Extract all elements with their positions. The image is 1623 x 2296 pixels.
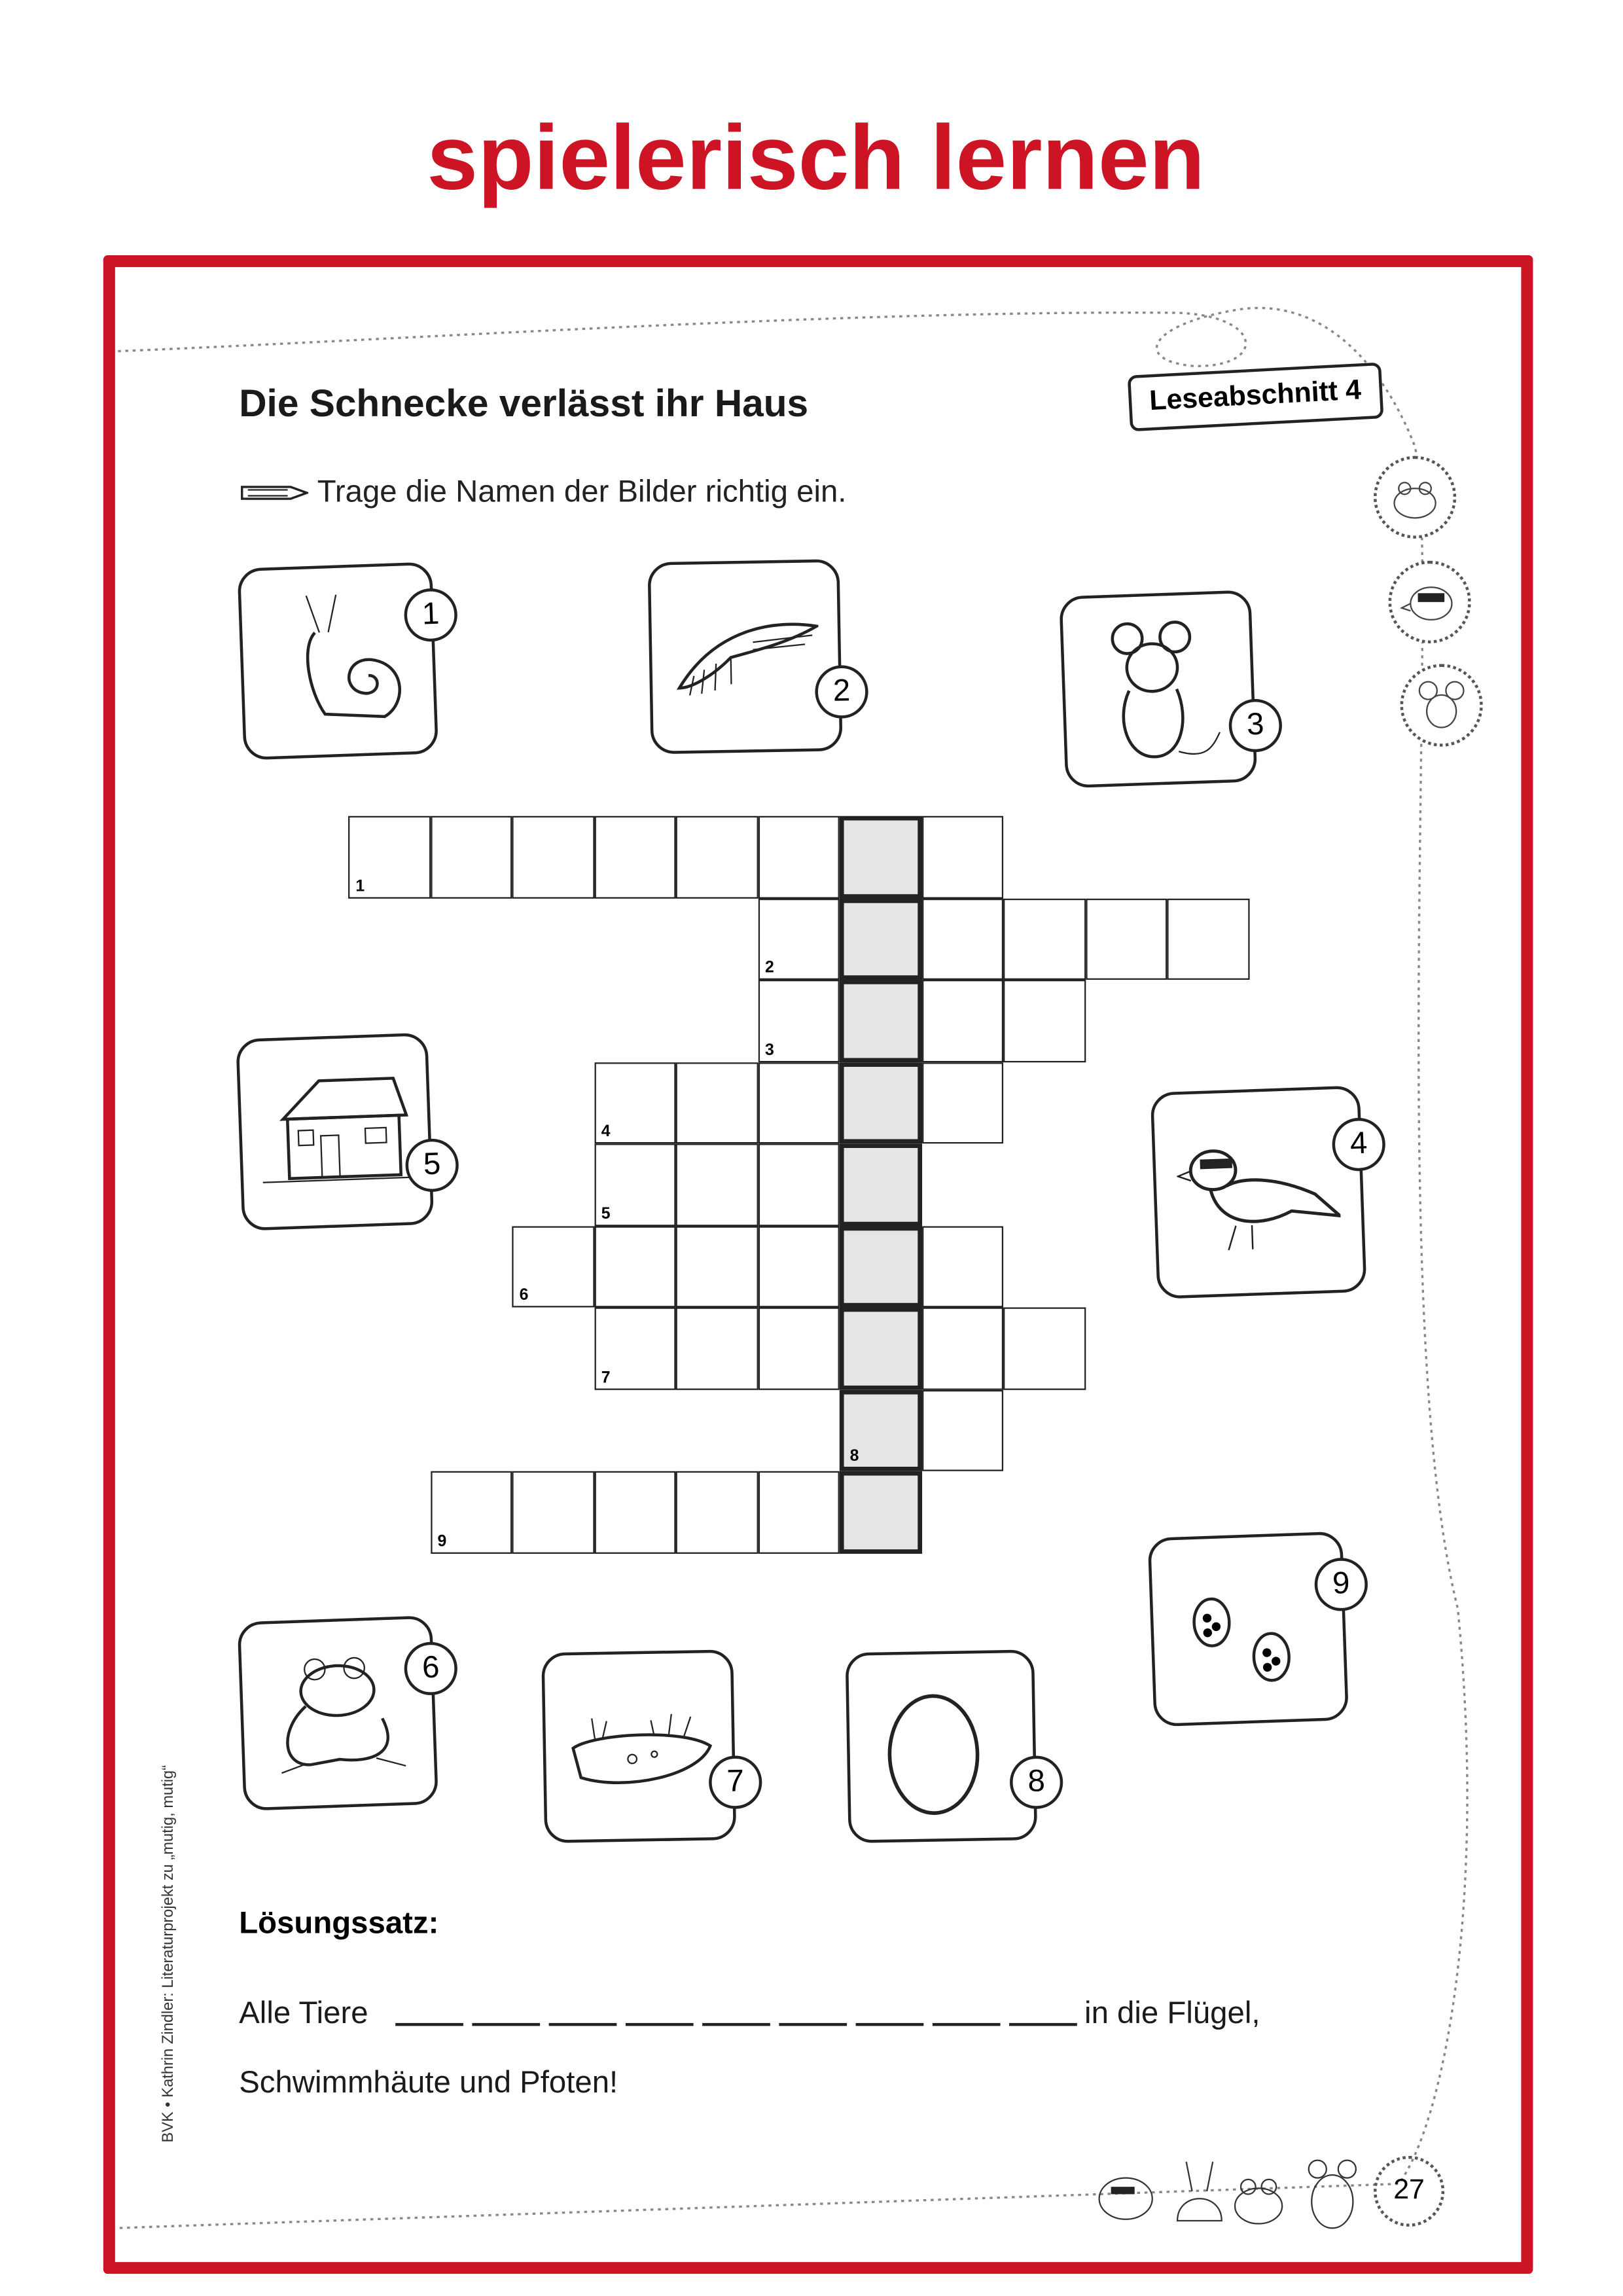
crossword-solution-cell[interactable] bbox=[840, 1225, 921, 1307]
picture-number: 8 bbox=[1009, 1755, 1063, 1810]
crossword-cell[interactable] bbox=[921, 1307, 1003, 1389]
crossword-cell[interactable] bbox=[676, 1062, 758, 1143]
crossword-cell[interactable] bbox=[921, 1225, 1003, 1307]
clue-number: 9 bbox=[437, 1532, 447, 1551]
solution-blank[interactable] bbox=[779, 2023, 847, 2026]
frog-head-icon bbox=[1374, 456, 1456, 539]
crossword-cell[interactable] bbox=[1167, 898, 1249, 980]
clue-number: 6 bbox=[519, 1286, 529, 1304]
crossword-cell[interactable] bbox=[921, 1062, 1003, 1143]
picture-number: 2 bbox=[815, 665, 869, 719]
sparrow-icon bbox=[1174, 1109, 1342, 1276]
meadow-icon bbox=[563, 1672, 715, 1821]
paw-prints-icon bbox=[1170, 1553, 1327, 1705]
picture-number: 1 bbox=[403, 588, 458, 643]
solution-blank[interactable] bbox=[933, 2023, 1001, 2026]
picture-card-meadow bbox=[541, 1649, 745, 1843]
crossword-cell[interactable] bbox=[676, 1307, 758, 1389]
crossword-cell[interactable] bbox=[430, 1471, 512, 1553]
picture-card-paws bbox=[1148, 1532, 1349, 1727]
animals-footer-illustration bbox=[1089, 2140, 1369, 2243]
copyright-credit: BVK • Kathrin Zindler: Literaturprojekt zu „mutig, mutig“ bbox=[159, 1765, 177, 2143]
crossword-cell[interactable] bbox=[1003, 898, 1085, 980]
picture-card-frog bbox=[238, 1615, 438, 1811]
crossword-solution-cell[interactable] bbox=[840, 1471, 921, 1553]
crossword-cell[interactable] bbox=[1003, 980, 1085, 1062]
egg-icon bbox=[867, 1672, 1016, 1821]
crossword-solution-cell[interactable] bbox=[840, 816, 921, 898]
crossword-cell[interactable] bbox=[594, 1143, 675, 1225]
solution-sentence-line2: Schwimmhäute und Pfoten! bbox=[239, 2066, 618, 2100]
crossword-solution-cell[interactable] bbox=[840, 1307, 921, 1389]
frog-icon bbox=[260, 1638, 416, 1789]
crossword-cell[interactable] bbox=[758, 898, 840, 980]
mouse-head-icon bbox=[1400, 664, 1483, 747]
crossword-solution-cell[interactable] bbox=[840, 980, 921, 1062]
picture-number: 3 bbox=[1228, 698, 1283, 753]
crossword-solution-cell[interactable] bbox=[840, 1143, 921, 1225]
crossword-cell[interactable] bbox=[512, 1471, 594, 1553]
picture-card-house bbox=[236, 1033, 442, 1231]
solution-blank[interactable] bbox=[472, 2023, 540, 2026]
crossword-cell[interactable] bbox=[348, 816, 430, 898]
crossword-cell[interactable] bbox=[512, 1225, 594, 1307]
wing-icon bbox=[669, 581, 821, 732]
house-icon bbox=[258, 1055, 412, 1209]
solution-blank[interactable] bbox=[702, 2023, 770, 2026]
clue-number: 3 bbox=[764, 1041, 774, 1059]
mouse-icon bbox=[1081, 612, 1235, 766]
crossword-cell[interactable] bbox=[921, 1390, 1003, 1471]
clue-number: 1 bbox=[355, 877, 365, 895]
clue-number: 2 bbox=[764, 959, 774, 977]
crossword-cell[interactable] bbox=[512, 816, 594, 898]
worksheet-heading: Die Schnecke verlässt ihr Haus bbox=[239, 380, 809, 425]
solution-blank[interactable] bbox=[395, 2023, 463, 2026]
snail-icon bbox=[260, 584, 416, 738]
picture-number: 4 bbox=[1331, 1117, 1386, 1172]
picture-card-sparrow bbox=[1150, 1085, 1367, 1299]
crossword-cell[interactable] bbox=[758, 1143, 840, 1225]
crossword-cell[interactable] bbox=[758, 980, 840, 1062]
clue-number: 5 bbox=[601, 1204, 611, 1223]
clue-number: 4 bbox=[601, 1122, 611, 1141]
crossword-cell[interactable] bbox=[594, 1471, 675, 1553]
crossword-cell[interactable] bbox=[594, 1307, 675, 1389]
instruction bbox=[240, 475, 846, 511]
crossword-cell[interactable] bbox=[676, 816, 758, 898]
picture-card-mouse bbox=[1059, 590, 1265, 788]
crossword-cell[interactable] bbox=[594, 1062, 675, 1143]
crossword-cell[interactable] bbox=[758, 816, 840, 898]
crossword-cell[interactable] bbox=[758, 1307, 840, 1389]
solution-blank[interactable] bbox=[549, 2023, 617, 2026]
picture-card-snail bbox=[237, 562, 438, 760]
crossword-solution-cell[interactable] bbox=[840, 1390, 921, 1471]
crossword-cell[interactable] bbox=[676, 1471, 758, 1553]
pencil-icon bbox=[240, 482, 308, 503]
crossword-cell[interactable] bbox=[430, 816, 512, 898]
solution-sentence-end: in die Flügel, bbox=[1084, 1996, 1260, 2031]
clue-number: 7 bbox=[601, 1369, 611, 1387]
picture-number: 6 bbox=[403, 1641, 458, 1696]
crossword-solution-cell[interactable] bbox=[840, 1062, 921, 1143]
picture-number: 7 bbox=[708, 1755, 762, 1810]
crossword-cell[interactable] bbox=[594, 816, 675, 898]
solution-blank[interactable] bbox=[1009, 2023, 1077, 2026]
crossword-cell[interactable] bbox=[758, 1471, 840, 1553]
section-badge: Leseabschnitt 4 bbox=[1128, 363, 1383, 432]
picture-card-egg bbox=[846, 1649, 1046, 1843]
crossword-cell[interactable] bbox=[921, 980, 1003, 1062]
page-banner-title: spielerisch lernen bbox=[427, 107, 1205, 210]
solution-blank[interactable] bbox=[626, 2023, 694, 2026]
clue-number: 8 bbox=[849, 1447, 859, 1465]
crossword-cell[interactable] bbox=[676, 1143, 758, 1225]
crossword-cell[interactable] bbox=[758, 1062, 840, 1143]
crossword-cell[interactable] bbox=[594, 1225, 675, 1307]
crossword-cell[interactable] bbox=[921, 898, 1003, 980]
solution-label: Lösungssatz: bbox=[239, 1906, 439, 1941]
crossword-cell[interactable] bbox=[676, 1225, 758, 1307]
picture-card-wing bbox=[647, 559, 851, 754]
picture-number: 9 bbox=[1313, 1557, 1368, 1612]
instruction-text: Trage die Namen der Bilder richtig ein. bbox=[317, 475, 847, 509]
crossword-cell[interactable] bbox=[758, 1225, 840, 1307]
crossword-cell[interactable] bbox=[1085, 898, 1167, 980]
page-number: 27 bbox=[1374, 2156, 1444, 2227]
crossword-cell[interactable] bbox=[921, 816, 1003, 898]
crossword-solution-cell[interactable] bbox=[840, 898, 921, 980]
picture-number: 5 bbox=[404, 1138, 459, 1193]
crossword-cell[interactable] bbox=[1003, 1307, 1085, 1389]
solution-sentence-start: Alle Tiere bbox=[239, 1996, 368, 2031]
solution-blank[interactable] bbox=[856, 2023, 924, 2026]
sparrow-head-icon bbox=[1388, 561, 1471, 643]
